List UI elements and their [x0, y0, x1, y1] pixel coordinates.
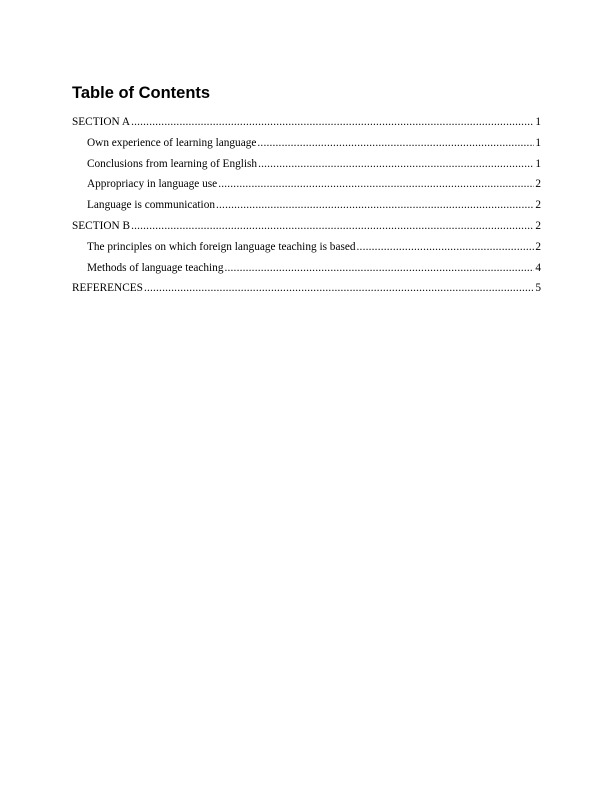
- toc-entry-label: SECTION B: [72, 219, 131, 232]
- toc-entry-section-a[interactable]: [72, 116, 541, 137]
- dot-leader: [144, 282, 534, 294]
- toc-entry-label: The principles on which foreign language teaching is based: [87, 240, 356, 253]
- dot-leader: [216, 199, 534, 211]
- toc-list: [72, 116, 541, 303]
- dot-leader: [258, 158, 534, 170]
- toc-entry-page-number: 2: [535, 199, 541, 212]
- toc-entry-page-number: 2: [535, 178, 541, 191]
- toc-entry-page-number: 1: [535, 136, 541, 149]
- toc-title: Table of Contents: [72, 84, 211, 102]
- dot-leader: [218, 178, 534, 190]
- toc-entry-page-number: 1: [535, 116, 541, 128]
- toc-entry-label: Methods of language teaching: [87, 261, 224, 274]
- toc-entry-own-experience[interactable]: [72, 137, 541, 158]
- toc-entry-language-communication[interactable]: [72, 199, 541, 220]
- dot-leader: [357, 241, 535, 253]
- dot-leader: [224, 262, 534, 274]
- dot-leader: [131, 220, 534, 232]
- toc-entry-page-number: 2: [535, 219, 541, 232]
- toc-entry-page-number: 2: [535, 240, 541, 253]
- toc-entry-label: REFERENCES: [72, 282, 143, 295]
- toc-entry-label: Language is communication: [87, 199, 215, 212]
- toc-entry-principles[interactable]: [72, 241, 541, 262]
- toc-entry-references[interactable]: [72, 282, 541, 303]
- toc-entry-page-number: 5: [535, 282, 541, 295]
- toc-entry-methods[interactable]: [72, 262, 541, 283]
- toc-entry-label: Conclusions from learning of English: [87, 157, 258, 170]
- toc-entry-label: Own experience of learning language: [87, 136, 257, 149]
- toc-entry-appropriacy[interactable]: [72, 178, 541, 199]
- toc-entry-page-number: 4: [535, 261, 541, 274]
- toc-entry-conclusions[interactable]: [72, 158, 541, 179]
- toc-entry-page-number: 1: [535, 157, 541, 170]
- dot-leader: [131, 116, 534, 128]
- toc-entry-label: SECTION A: [72, 116, 131, 128]
- dot-leader: [257, 137, 534, 149]
- toc-entry-section-b[interactable]: [72, 220, 541, 241]
- toc-entry-label: Appropriacy in language use: [87, 178, 218, 191]
